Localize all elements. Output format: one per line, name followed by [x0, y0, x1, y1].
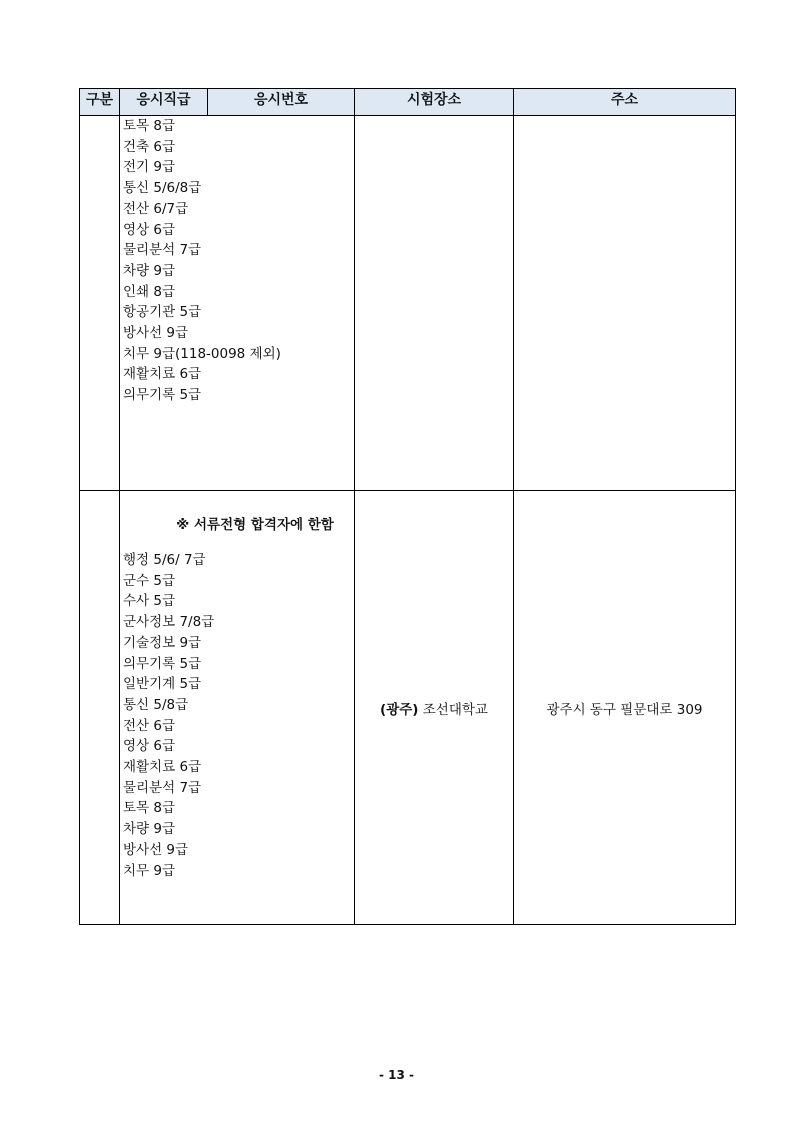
header-venue: 시험장소 — [355, 89, 514, 116]
venue-cell — [355, 116, 514, 491]
list-item: 군사정보 7/8급 — [123, 614, 215, 631]
list-item: 방사선 9급 — [123, 325, 189, 342]
list-item: 의무기록 5급 — [123, 387, 202, 404]
venue-address: 광주시 동구 필문대로 309 — [546, 701, 703, 718]
list-item: 의무기록 5급 — [123, 655, 202, 672]
grade-list-cell — [120, 116, 355, 491]
grade-list — [120, 116, 354, 406]
list-item: 수사 5급 — [123, 593, 176, 610]
address-cell — [514, 491, 736, 925]
list-item: 토목 8급 — [123, 118, 176, 134]
header-grade: 응시직급 — [120, 89, 208, 116]
venue-name: 조선대학교 — [422, 701, 488, 718]
list-item: 영상 6급 — [123, 738, 176, 755]
list-item: 물리분석 7급 — [123, 242, 202, 259]
header-address: 주소 — [514, 89, 736, 116]
category-cell — [80, 116, 120, 491]
list-item: 군수 5급 — [123, 572, 176, 589]
list-item: 통신 5/6/8급 — [123, 180, 202, 197]
list-item: 인쇄 8급 — [123, 283, 176, 300]
venue-region: (광주) — [380, 701, 419, 718]
list-item: 전산 6급 — [123, 717, 176, 734]
table-row — [80, 491, 736, 925]
grade-list — [120, 550, 354, 881]
header-row — [80, 89, 736, 116]
list-item: 일반기계 5급 — [123, 676, 202, 693]
list-item: 전기 9급 — [123, 159, 176, 176]
list-item: 영상 6급 — [123, 221, 176, 238]
list-item: 차량 9급 — [123, 262, 176, 279]
list-item: 치무 9급 — [123, 862, 176, 879]
list-item: 차량 9급 — [123, 821, 176, 838]
list-item: 물리분석 7급 — [123, 779, 202, 796]
venue-cell — [355, 491, 514, 925]
list-item: 재활치료 6급 — [123, 366, 202, 383]
table-row — [80, 116, 736, 491]
list-item: 건축 6급 — [123, 138, 176, 155]
document-screening-note: ※ 서류전형 합격자에 한함 — [176, 517, 334, 533]
list-item: 기술정보 9급 — [123, 634, 202, 651]
header-exam-number: 응시번호 — [208, 89, 355, 116]
category-cell — [80, 491, 120, 925]
list-item: 행정 5/6/ 7급 — [123, 552, 206, 568]
list-item: 재활치료 6급 — [123, 759, 202, 776]
list-item: 방사선 9급 — [123, 841, 189, 858]
list-item: 통신 5/8급 — [123, 696, 189, 713]
grade-list-cell — [120, 491, 355, 925]
header-category: 구분 — [80, 89, 120, 116]
exam-venue-table — [79, 88, 736, 925]
list-item: 전산 6/7급 — [123, 200, 189, 217]
list-item: 토목 8급 — [123, 800, 176, 817]
list-item: 치무 9급(118-0098 제외) — [123, 345, 281, 362]
page-number: - 13 - — [378, 1068, 414, 1082]
list-item: 항공기관 5급 — [123, 304, 202, 321]
address-cell — [514, 116, 736, 491]
